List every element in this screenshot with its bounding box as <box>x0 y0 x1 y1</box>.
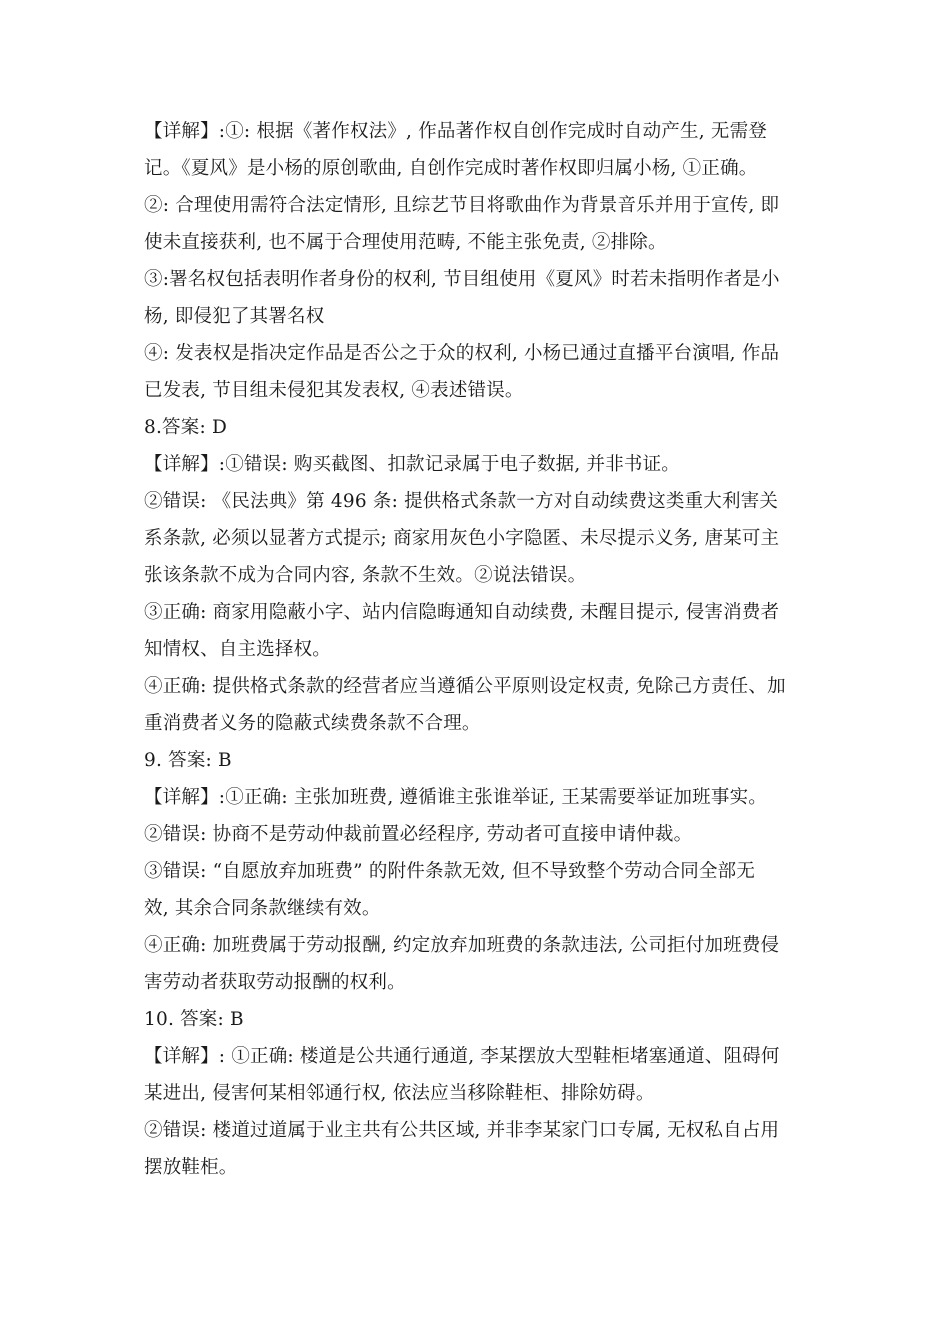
text-line: ③:署名权包括表明作者身份的权利, 节目组使用《夏风》时若未指明作者是小 <box>144 269 780 290</box>
text-line: 使未直接获利, 也不属于合理使用范畴, 不能主张免责, ②排除。 <box>144 232 667 253</box>
text-line: 系条款, 必须以显著方式提示; 商家用灰色小字隐匿、未尽提示义务, 唐某可主 <box>144 528 780 549</box>
answer-line: 10. 答案: B <box>144 1009 244 1030</box>
text-line: ②错误: 《民法典》第 496 条: 提供格式条款一方对自动续费这类重大利害关 <box>144 491 779 512</box>
text-line: ④正确: 加班费属于劳动报酬, 约定放弃加班费的条款违法, 公司拒付加班费侵 <box>144 935 780 956</box>
text-line: 张该条款不成为合同内容, 条款不生效。②说法错误。 <box>144 565 587 586</box>
text-line: 知情权、自主选择权。 <box>144 639 332 660</box>
text-line: 记。《夏风》是小杨的原创歌曲, 自创作完成时著作权即归属小杨, ①正确。 <box>144 158 758 179</box>
text-line: ②错误: 楼道过道属于业主共有公共区域, 并非李某家门口专属, 无权私自占用 <box>144 1120 780 1141</box>
text-line: ②: 合理使用需符合法定情形, 且综艺节目将歌曲作为背景音乐并用于宣传, 即 <box>144 195 780 216</box>
text-line: 【详解】: ①正确: 楼道是公共通行通道, 李某摆放大型鞋柜堵塞通道、阻碍何 <box>144 1046 780 1067</box>
text-line: ④: 发表权是指决定作品是否公之于众的权利, 小杨已通过直播平台演唱, 作品 <box>144 343 780 364</box>
text-line: 已发表, 节目组未侵犯其发表权, ④表述错误。 <box>144 380 524 401</box>
text-line: ②错误: 协商不是劳动仲裁前置必经程序, 劳动者可直接申请仲裁。 <box>144 824 693 845</box>
text-line: 害劳动者获取劳动报酬的权利。 <box>144 972 406 993</box>
text-line: 某进出, 侵害何某相邻通行权, 依法应当移除鞋柜、排除妨碍。 <box>144 1083 655 1104</box>
text-line: 效, 其余合同条款继续有效。 <box>144 898 381 919</box>
text-line: ④正确: 提供格式条款的经营者应当遵循公平原则设定权责, 免除己方责任、加 <box>144 676 786 697</box>
answer-line: 8.答案: D <box>144 417 227 438</box>
text-line: 重消费者义务的隐蔽式续费条款不合理。 <box>144 713 481 734</box>
text-line: 摆放鞋柜。 <box>144 1157 238 1178</box>
document-body <box>144 113 809 1186</box>
text-line: 【详解】:①错误: 购买截图、扣款记录属于电子数据, 并非书证。 <box>144 454 681 475</box>
text-line: 【详解】:①: 根据《著作权法》, 作品著作权自创作完成时自动产生, 无需登 <box>144 121 767 142</box>
text-line: 【详解】:①正确: 主张加班费, 遵循谁主张谁举证, 王某需要举证加班事实。 <box>144 787 767 808</box>
text-line: ③正确: 商家用隐蔽小字、站内信隐晦通知自动续费, 未醒目提示, 侵害消费者 <box>144 602 780 623</box>
answer-line: 9. 答案: B <box>144 750 232 771</box>
text-line: ③错误: “自愿放弃加班费” 的附件条款无效, 但不导致整个劳动合同全部无 <box>144 861 756 882</box>
text-line: 杨, 即侵犯了其署名权 <box>144 306 325 327</box>
